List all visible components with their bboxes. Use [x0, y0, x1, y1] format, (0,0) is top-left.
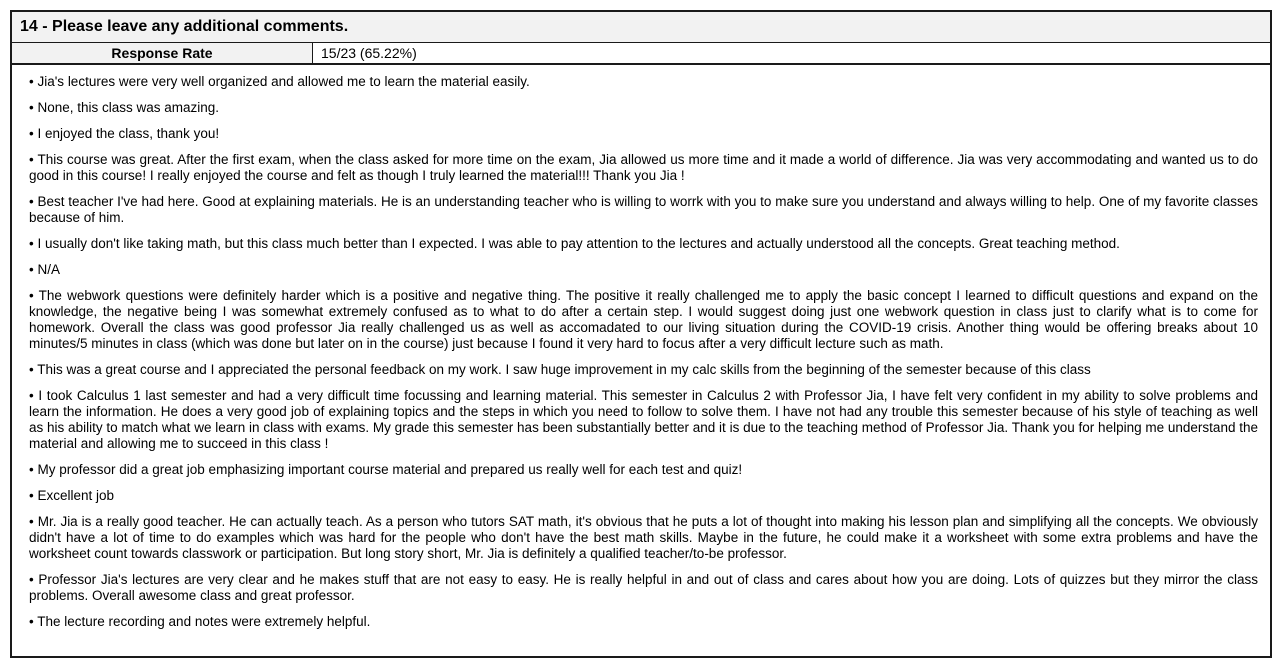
comment-item: • The webwork questions were definitely harder which is a positive and negative thing. The positive it really challenged me to apply the basic concept I learned to difficult questions and expand on the knowledge, the negative being I was somewhat extremely confused as to what to do after a certain step. I would suggest doing just one webwork question in class just to clarify what is to come for homework. Overall the class was good professor Jia really challenged us as well as accomadated to our living situation during the COVID-19 crisis. Another thing would be offering breaks about 10 minutes/5 minutes in class (which was done but later on in the course) just because I found it very hard to focus after a very difficult lecture such as math.: [29, 288, 1258, 351]
comment-item: • N/A: [29, 262, 60, 277]
response-rate-label: Response Rate: [12, 43, 313, 63]
response-rate-row: [12, 43, 1270, 65]
comment-item: • None, this class was amazing.: [29, 100, 220, 115]
question-title: 14 - Please leave any additional comments.: [12, 12, 1270, 43]
question-panel: [10, 10, 1272, 658]
comments-list: [12, 65, 1270, 656]
comment-item: • I usually don't like taking math, but this class much better than I expected. I was able to pay attention to the lectures and actually understood all the concepts. Great teaching method.: [29, 236, 1120, 251]
comment-item: • I took Calculus 1 last semester and had a very difficult time focussing and learning material. This semester in Calculus 2 with Professor Jia, I have felt very confident in my ability to solve problems and learn the information. He does a very good job of explaining topics and the steps in which you need to follow to solve them. I have not had any trouble this semester because of his style of teaching as well as his ability to match what we learn in class with exams. My grade this semester has been substantially better and it is due to the teaching method of Professor Jia. Thank you for helping me understand the material and allowing me to succeed in this class !: [29, 388, 1258, 451]
comment-item: • Professor Jia's lectures are very clear and he makes stuff that are not easy to easy. He is really helpful in and out of class and cares about how you are doing. Lots of quizzes but they mirror the class problems. Overall awesome class and great professor.: [29, 572, 1258, 603]
response-rate-value: 15/23 (65.22%): [321, 45, 417, 61]
comment-item: • My professor did a great job emphasizing important course material and prepared us really well for each test and quiz!: [29, 462, 743, 477]
comment-item: • Jia's lectures were very well organized and allowed me to learn the material easily.: [29, 74, 530, 89]
comment-item: • This course was great. After the first exam, when the class asked for more time on the exam, Jia allowed us more time and it made a world of difference. Jia was very accommodating and wanted us to do good in this course! I really enjoyed the course and felt as though I truly learned the material!!! Thank you Jia !: [29, 152, 1258, 183]
comment-item: • This was a great course and I appreciated the personal feedback on my work. I saw huge improvement in my calc skills from the beginning of the semester because of this class: [29, 362, 1091, 377]
comment-item: • Best teacher I've had here. Good at explaining materials. He is an understanding teacher who is willing to worrk with you to make sure you understand and always willing to help. One of my favorite classes because of him.: [29, 194, 1258, 225]
comment-item: • I enjoyed the class, thank you!: [29, 126, 220, 141]
comment-item: • Mr. Jia is a really good teacher. He can actually teach. As a person who tutors SAT math, it's obvious that he puts a lot of thought into making his lesson plan and simplifying all the concepts. We obviously didn't have a lot of time to do examples which was hard for the people who don't have the best math skills. Maybe in the future, he could make it a worksheet with some extra problems and have the worksheet count towards classwork or participation. But long story short, Mr. Jia is definitely a qualified teacher/to-be professor.: [29, 514, 1258, 561]
comment-item: • Excellent job: [29, 488, 115, 503]
comment-item: • The lecture recording and notes were extremely helpful.: [29, 614, 371, 629]
